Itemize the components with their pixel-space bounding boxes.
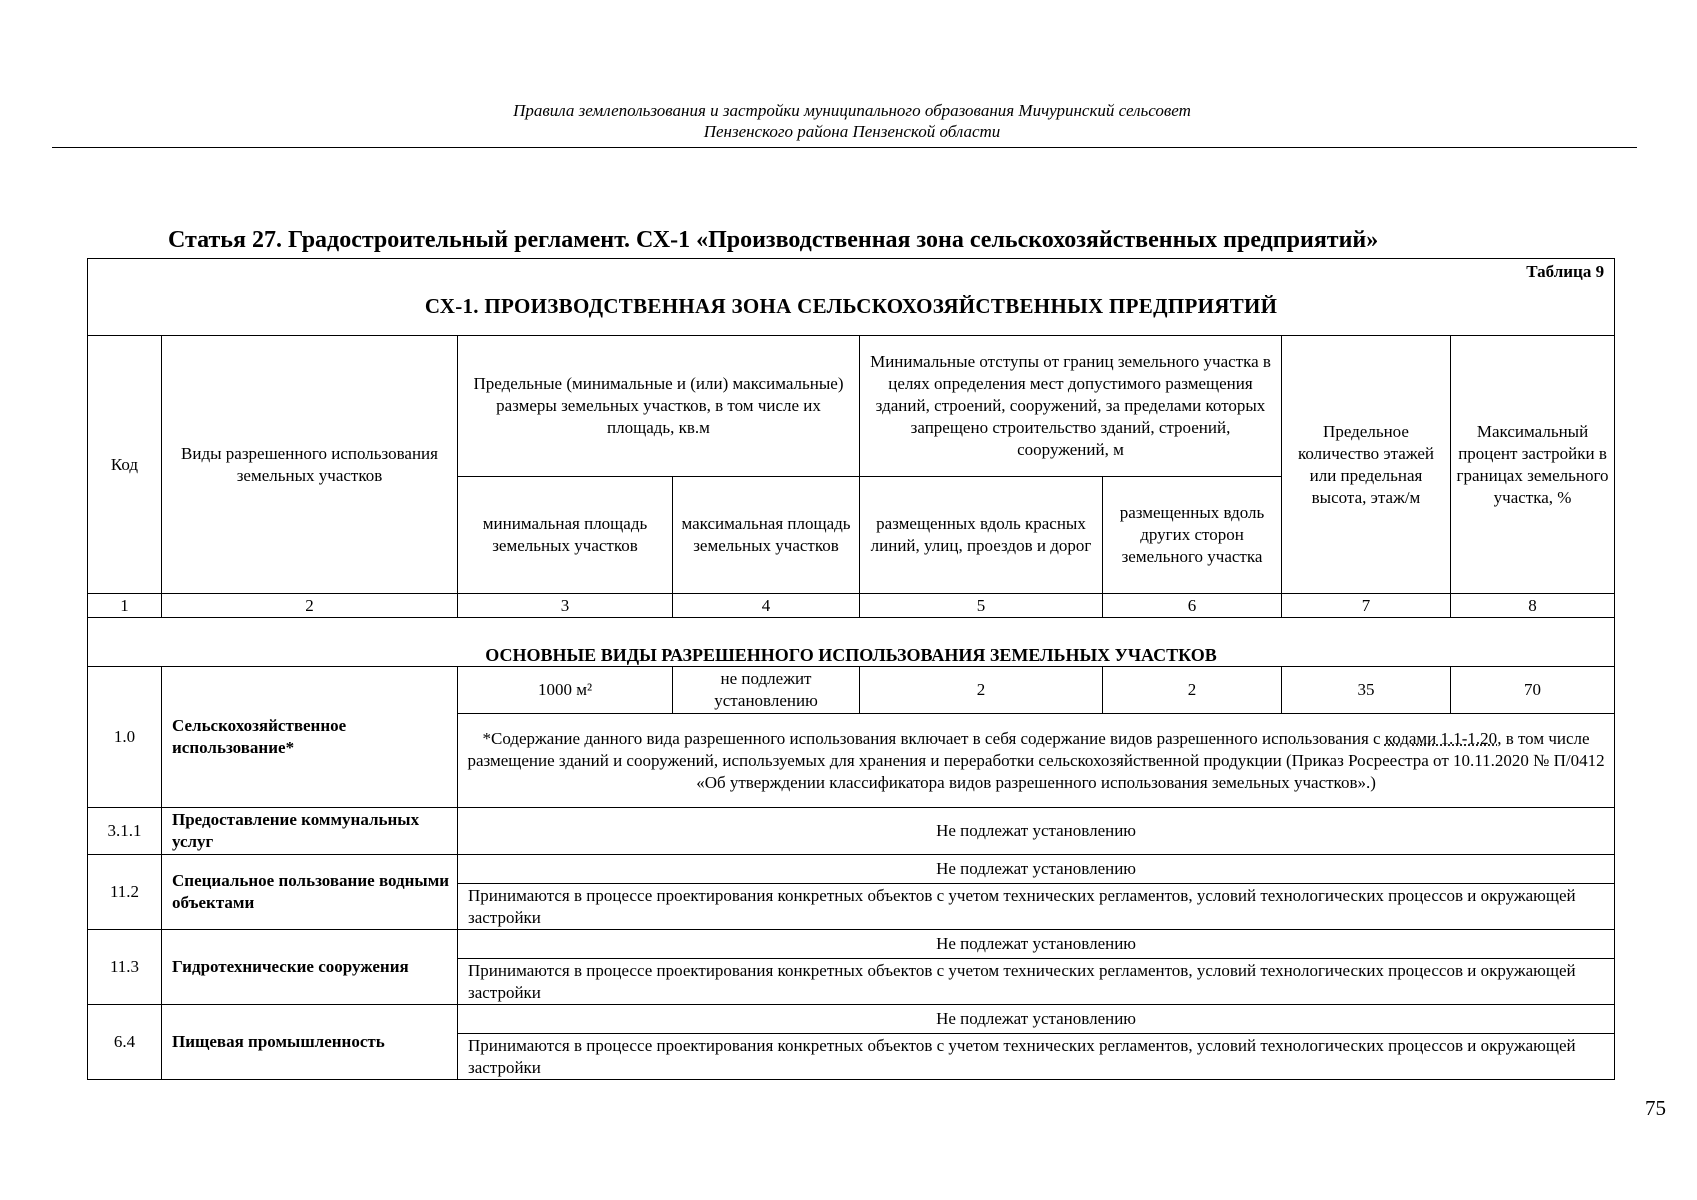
running-header: [52, 100, 1652, 142]
row-note: [458, 714, 1615, 808]
col-header-along-red-lines: размещенных вдоль красных линий, улиц, проездов и дорог: [860, 477, 1103, 594]
col-header-coverage: Максимальный процент застройки в границах земельного участка, %: [1451, 336, 1615, 594]
row-code: 6.4: [88, 1005, 162, 1080]
col-header-use-types: Виды разрешенного использования земельных участков: [162, 336, 458, 594]
table-heading: СХ-1. ПРОИЗВОДСТВЕННАЯ ЗОНА СЕЛЬСКОХОЗЯЙСТВЕННЫХ ПРЕДПРИЯТИЙ: [424, 294, 1278, 318]
row-use-name: Сельскохозяйственное использование*: [162, 667, 458, 808]
cell-floors: 35: [1282, 667, 1451, 714]
cell-setback-other-sides: 2: [1103, 667, 1282, 714]
col-header-min-area: минимальная площадь земельных участков: [458, 477, 673, 594]
col-header-code: Код: [88, 336, 162, 594]
section-title: ОСНОВНЫЕ ВИДЫ РАЗРЕШЕННОГО ИСПОЛЬЗОВАНИЯ ЗЕМЕЛЬНЫХ УЧАСТКОВ: [88, 618, 1615, 667]
row-code: 1.0: [88, 667, 162, 808]
column-number: 4: [673, 594, 860, 618]
article-title: Статья 27. Градостроительный регламент. СХ-1 «Производственная зона сельскохозяйственных предприятий»: [168, 227, 1379, 253]
cell-setback-red-lines: 2: [860, 667, 1103, 714]
row-use-name: Гидротехнические сооружения: [162, 930, 458, 1005]
row-use-name: Пищевая промышленность: [162, 1005, 458, 1080]
row-value: Не подлежат установлению: [458, 930, 1615, 959]
cell-max-area: не подлежит установлению: [673, 667, 860, 714]
cell-coverage: 70: [1451, 667, 1615, 714]
row-code: 11.3: [88, 930, 162, 1005]
cell-min-area: 1000 м²: [458, 667, 673, 714]
codes-link[interactable]: кодами 1.1-1.20: [1384, 728, 1498, 748]
header-rule: [52, 147, 1637, 148]
row-code: 3.1.1: [88, 808, 162, 855]
column-number: 2: [162, 594, 458, 618]
column-number: 1: [88, 594, 162, 618]
page-number: 75: [1645, 1096, 1666, 1120]
row-note: Принимаются в процессе проектирования конкретных объектов с учетом технических регламентов, условий технологических процессов и окружающей застройки: [458, 959, 1615, 1005]
table-caption-cell: [88, 259, 1615, 336]
col-header-setbacks: Минимальные отступы от границ земельного участка в целях определения мест допустимого размещения зданий, строений, сооружений, за пределами которых запрещено строительство зданий, строений, сооружений, м: [860, 336, 1282, 477]
row-value: Не подлежат установлению: [458, 808, 1615, 855]
col-header-floors: Предельное количество этажей или предельная высота, этаж/м: [1282, 336, 1451, 594]
column-number: 6: [1103, 594, 1282, 618]
col-header-along-other-sides: размещенных вдоль других сторон земельного участка: [1103, 477, 1282, 594]
row-use-name: Специальное пользование водными объектами: [162, 855, 458, 930]
note-text-part-1: *Содержание данного вида разрешенного использования включает в себя содержание видов разрешенного использования с: [482, 728, 1381, 748]
column-number: 7: [1282, 594, 1451, 618]
row-note: Принимаются в процессе проектирования конкретных объектов с учетом технических регламентов, условий технологических процессов и окружающей застройки: [458, 884, 1615, 930]
row-code: 11.2: [88, 855, 162, 930]
running-header-line-2: Пензенского района Пензенской области: [703, 122, 1001, 141]
column-number: 3: [458, 594, 673, 618]
row-value: Не подлежат установлению: [458, 1005, 1615, 1034]
column-number: 5: [860, 594, 1103, 618]
column-number: 8: [1451, 594, 1615, 618]
col-header-sizes: Предельные (минимальные и (или) максимальные) размеры земельных участков, в том числе их площадь, кв.м: [458, 336, 860, 477]
table-label: Таблица 9: [1526, 262, 1605, 281]
row-note: Принимаются в процессе проектирования конкретных объектов с учетом технических регламентов, условий технологических процессов и окружающей застройки: [458, 1034, 1615, 1080]
running-header-line-1: Правила землепользования и застройки муниципального образования Мичуринский сельсовет: [513, 101, 1191, 120]
row-value: Не подлежат установлению: [458, 855, 1615, 884]
note-text-part-2: , в том числе размещение зданий и сооружений, используемых для хранения и переработки сельскохозяйственной продукции (Приказ Росреестра от 10.11.2020 № П/0412 «Об утверждении классификатора видов разрешенного использования земельных участков».): [467, 728, 1605, 792]
regulation-table: [87, 258, 1615, 1080]
col-header-max-area: максимальная площадь земельных участков: [673, 477, 860, 594]
row-use-name: Предоставление коммунальных услуг: [162, 808, 458, 855]
